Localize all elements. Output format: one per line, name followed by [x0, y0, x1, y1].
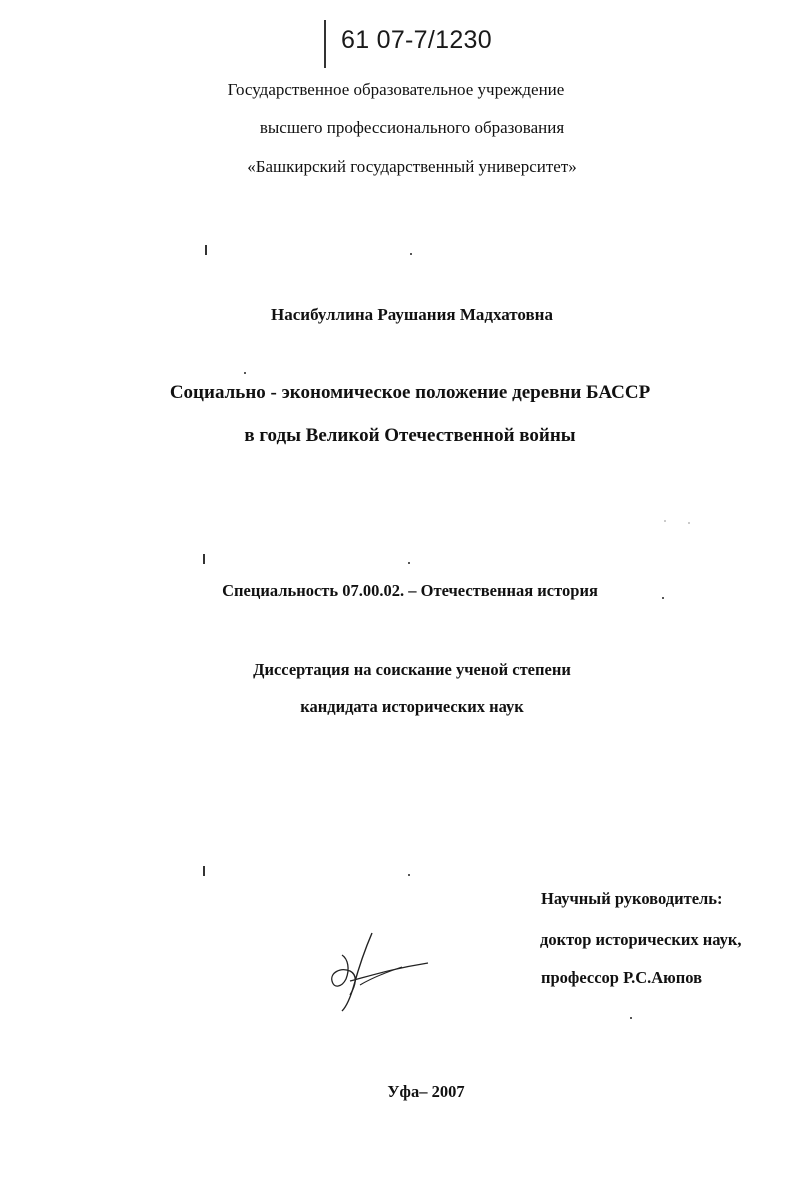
- scan-dot: [410, 253, 412, 255]
- scan-dot: [408, 562, 410, 564]
- institution-line-1: Государственное образовательное учреждение: [227, 80, 565, 99]
- dissertation-title-line-2: в годы Великой Отечественной войны: [244, 425, 576, 446]
- scan-mark: [203, 866, 205, 876]
- scan-dot: [408, 874, 410, 876]
- scan-dot: [630, 1017, 632, 1019]
- author-name: Насибуллина Раушания Мадхатовна: [271, 305, 553, 324]
- degree-line-1: Диссертация на соискание ученой степени: [253, 660, 571, 679]
- supervisor-name: профессор Р.С.Аюпов: [541, 968, 703, 987]
- scan-dot: [664, 520, 666, 522]
- supervisor-label: Научный руководитель:: [541, 889, 723, 908]
- stamp-bar: [324, 20, 326, 68]
- signature-icon: [320, 925, 440, 1015]
- city-year: Уфа– 2007: [387, 1082, 465, 1101]
- supervisor-degree: доктор исторических наук,: [540, 930, 742, 949]
- scan-mark: [205, 245, 207, 255]
- scan-dot: [688, 522, 690, 524]
- scan-dot: [244, 372, 246, 374]
- archive-stamp-code: 61 07-7/1230: [341, 26, 492, 54]
- institution-line-3: «Башкирский государственный университет»: [247, 157, 577, 176]
- degree-line-2: кандидата исторических наук: [300, 697, 524, 716]
- institution-line-2: высшего профессионального образования: [259, 118, 565, 137]
- scan-dot: [662, 597, 664, 599]
- scan-mark: [203, 554, 205, 564]
- dissertation-title-line-1: Социально - экономическое положение деревни БАССР: [169, 382, 651, 403]
- specialty: Специальность 07.00.02. – Отечественная история: [222, 581, 598, 600]
